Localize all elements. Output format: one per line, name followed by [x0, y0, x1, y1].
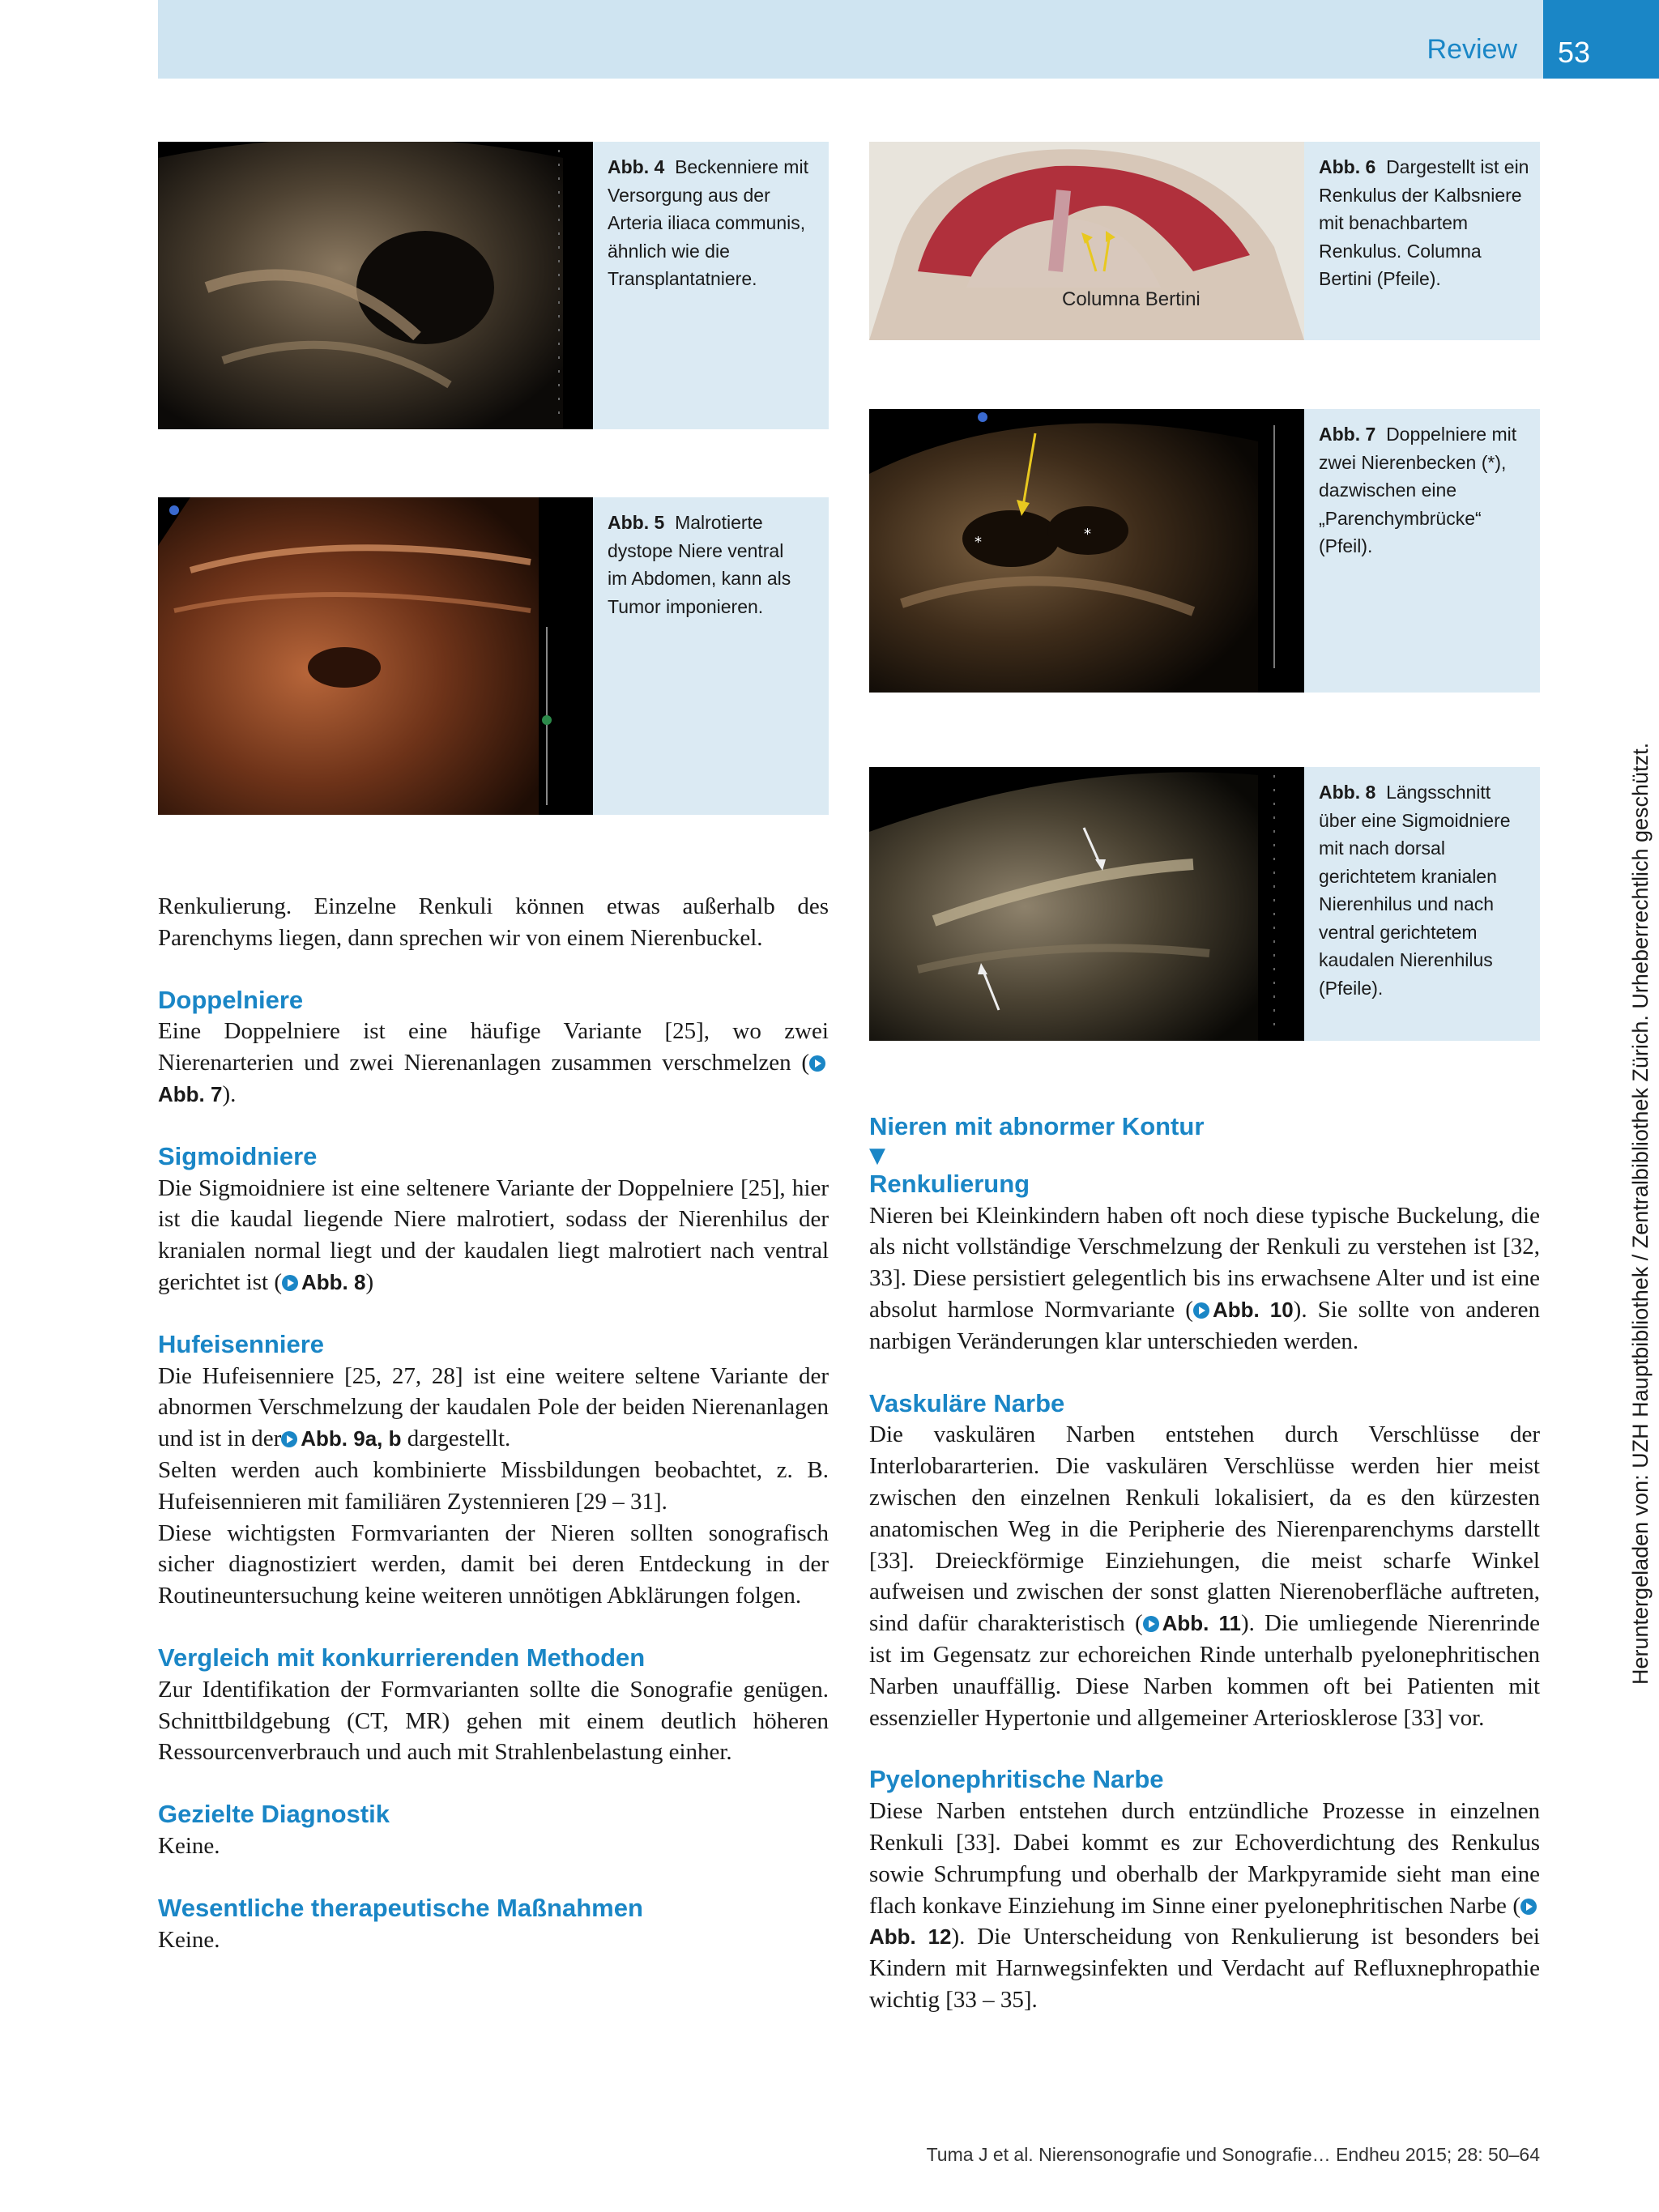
heading-doppelniere: Doppelniere [158, 985, 304, 1014]
paragraph: Keine. [158, 1832, 220, 1859]
figure-caption [608, 153, 814, 293]
footer-citation: Tuma J et al. Nierensonografie und Sonografie… Endheu 2015; 28: 50–64 [926, 2144, 1540, 2165]
ultrasound-image [869, 767, 1304, 1041]
figure-caption [1319, 420, 1529, 560]
caption-text: Beckenniere mit Versorgung aus der Arteria iliaca communis, ähnlich wie die Transplantatniere. [608, 156, 808, 289]
caption-text: Dargestellt ist ein Renkulus der Kalbsniere mit benachbartem Renkulus. Columna Bertini (Pfeile). [1319, 156, 1529, 289]
heading-diagnostik: Gezielte Diagnostik [158, 1800, 390, 1829]
heading-renkulierung: Renkulierung [869, 1169, 1030, 1198]
heading-vergleich: Vergleich mit konkurrierenden Methoden [158, 1643, 646, 1672]
link-arrow-icon[interactable] [809, 1055, 825, 1072]
figure-reference[interactable]: Abb. 10 [1212, 1297, 1294, 1322]
link-arrow-icon[interactable] [282, 1275, 298, 1291]
section-title: Review [1427, 34, 1517, 65]
ultrasound-image [158, 497, 593, 815]
figure-8 [869, 767, 1540, 1041]
figure-reference[interactable]: Abb. 11 [1162, 1611, 1241, 1636]
image-label: Columna Bertini [1062, 288, 1201, 310]
link-arrow-icon[interactable] [1143, 1616, 1159, 1632]
photo-image [869, 142, 1304, 340]
caption-text: Längsschnitt über eine Sigmoidniere mit nach dorsal gerichtetem kranialen Nierenhilus und nach ventral gerichtetem kaudalen Nierenhilus (Pfeile). [1319, 782, 1511, 999]
link-arrow-icon[interactable] [281, 1431, 297, 1447]
figure-caption [1319, 778, 1525, 1002]
paragraph: Selten werden auch kombinierte Missbildungen beobachtet, z. B. Hufeisennieren mit familiären Zystennieren [29 – 31]. [158, 1456, 829, 1515]
caption-text: Malrotierte dystope Niere ventral im Abdomen, kann als Tumor imponieren. [608, 512, 791, 617]
paragraph: Keine. [158, 1926, 220, 1953]
page-number: 53 [1543, 0, 1659, 79]
paragraph: Die vaskulären Narben entstehen durch Verschlüsse der Interlobararterien. Die vaskulären Verschlüsse werden hier meist zwischen den einzelnen Renkuli lokalisiert, da es den kürzesten anatomischen Weg in die Peripherie des Nierenparenchyms darstellt [33]. Dreieckförmige Einziehungen, die meist scharfe Winkel aufweisen und zwischen der sonst glatten Nierenoberfläche auftreten, sind dafür charakteristisch ( Abb. 11). Die umliegende Nierenrinde ist im Gegensatz zur echoreichen Rinde unterhalb pyelonephritischen Narben unauffällig. Diese Narben kommen oft bei Patienten mit essenzieller Hypertonie und allgemeiner Arteriosklerose [33] vor. [869, 1421, 1540, 1731]
heading-hufeisenniere: Hufeisenniere [158, 1329, 325, 1358]
paragraph: Nieren bei Kleinkindern haben oft noch diese typische Buckelung, die als nicht vollständige Verschmelzung der Renkuli zu verstehen ist [32, 33]. Diese persistiert gelegentlich bis ins erwachsene Alter und ist eine absolut harmlose Normvariante ( Abb. 10). Sie sollte von anderen narbigen Veränderungen klar unterschieden werden. [869, 1202, 1540, 1354]
paragraph: Die Hufeisenniere [25, 27, 28] ist eine weitere seltene Variante der abnormen Verschmelzung der kaudalen Pole der beiden Nierenanlagen und ist in der Abb. 9a, b dargestellt. [158, 1362, 829, 1452]
figure-7 [869, 409, 1540, 693]
link-arrow-icon[interactable] [1193, 1302, 1209, 1319]
ultrasound-image [158, 142, 593, 429]
figure-label: Abb. 7 [1319, 424, 1376, 445]
ultrasound-image [869, 409, 1304, 693]
figure-reference[interactable]: Abb. 12 [869, 1924, 952, 1950]
heading-pyelonephritische-narbe: Pyelonephritische Narbe [869, 1765, 1164, 1794]
main-heading: Nieren mit abnormer Kontur [869, 1112, 1205, 1140]
caption-text: Doppelniere mit zwei Nierenbecken (*), dazwischen eine „Parenchymbrücke“ (Pfeil). [1319, 424, 1517, 556]
paragraph: Die Sigmoidniere ist eine seltenere Variante der Doppelniere [25], hier ist die kaudal liegende Niere malrotiert, sodass der Nierenhilus der kranialen normal liegt und der kaudalen liegt malrotiert nach ventral gerichtet ist ( Abb. 8) [158, 1174, 829, 1295]
heading-sigmoidniere: Sigmoidniere [158, 1141, 318, 1170]
figure-label: Abb. 8 [1319, 782, 1376, 803]
figure-reference[interactable]: Abb. 9a, b [301, 1426, 402, 1451]
heading-vaskulaere-narbe: Vaskuläre Narbe [869, 1388, 1065, 1417]
heading-therapie: Wesentliche therapeutische Maßnahmen [158, 1893, 643, 1922]
header-band [158, 0, 1543, 79]
paragraph: Zur Identifikation der Formvarianten sollte die Sonografie genügen. Schnittbildgebung (CT, MR) gehen mit einem deutlich höheren Ressourcenverbrauch und auch mit Strahlenbelastung einher. [158, 1676, 829, 1766]
figure-reference[interactable]: Abb. 8 [301, 1269, 366, 1294]
link-arrow-icon[interactable] [1520, 1899, 1537, 1915]
figure-caption [608, 509, 806, 620]
paragraph: Diese Narben entstehen durch entzündliche Prozesse in einzelnen Renkuli [33]. Dabei kommt es zur Echoverdichtung des Renkulus sowie Schrumpfung und oberhalb der Markpyramide sieht man eine flach konkave Einziehung im Sinne einer pyelonephritischen Narbe (Abb. 12). Die Unterscheidung von Renkulierung ist besonders bei Kindern mit Harnwegsinfekten und Verdacht auf Refluxnephropathie wichtig [33 – 35]. [869, 1798, 1540, 2013]
right-column [869, 1111, 1540, 2016]
figure-label: Abb. 6 [1319, 156, 1376, 177]
svg-text:*: * [975, 534, 982, 551]
figure-caption [1319, 153, 1529, 293]
intro-paragraph: Renkulierung. Einzelne Renkuli können etwas außerhalb des Parenchyms liegen, dann sprechen wir von einem Nierenbuckel. [158, 893, 829, 951]
download-notice: Heruntergeladen von: UZH Hauptbibliothek / Zentralbibliothek Zürich. Urheberrechtlich geschützt. [1628, 742, 1653, 1685]
left-column [158, 891, 829, 1955]
figure-label: Abb. 5 [608, 512, 665, 533]
paragraph: Eine Doppelniere ist eine häufige Variante [25], wo zwei Nierenarterien und zwei Nierenanlagen zusammen verschmelzen (Abb. 7). [158, 1018, 829, 1107]
figure-label: Abb. 4 [608, 156, 665, 177]
figure-6 [869, 142, 1540, 340]
figure-4 [158, 142, 829, 429]
triangle-down-icon: ▼ [869, 1143, 885, 1168]
paragraph: Diese wichtigsten Formvarianten der Nieren sollten sonografisch sicher diagnostiziert werden, damit bei deren Entdeckung in der Routineuntersuchung keine weiteren unnötigen Abklärungen folgen. [158, 1519, 829, 1609]
svg-text:*: * [1084, 526, 1091, 543]
figure-5 [158, 497, 829, 815]
figure-reference[interactable]: Abb. 7 [158, 1081, 223, 1106]
